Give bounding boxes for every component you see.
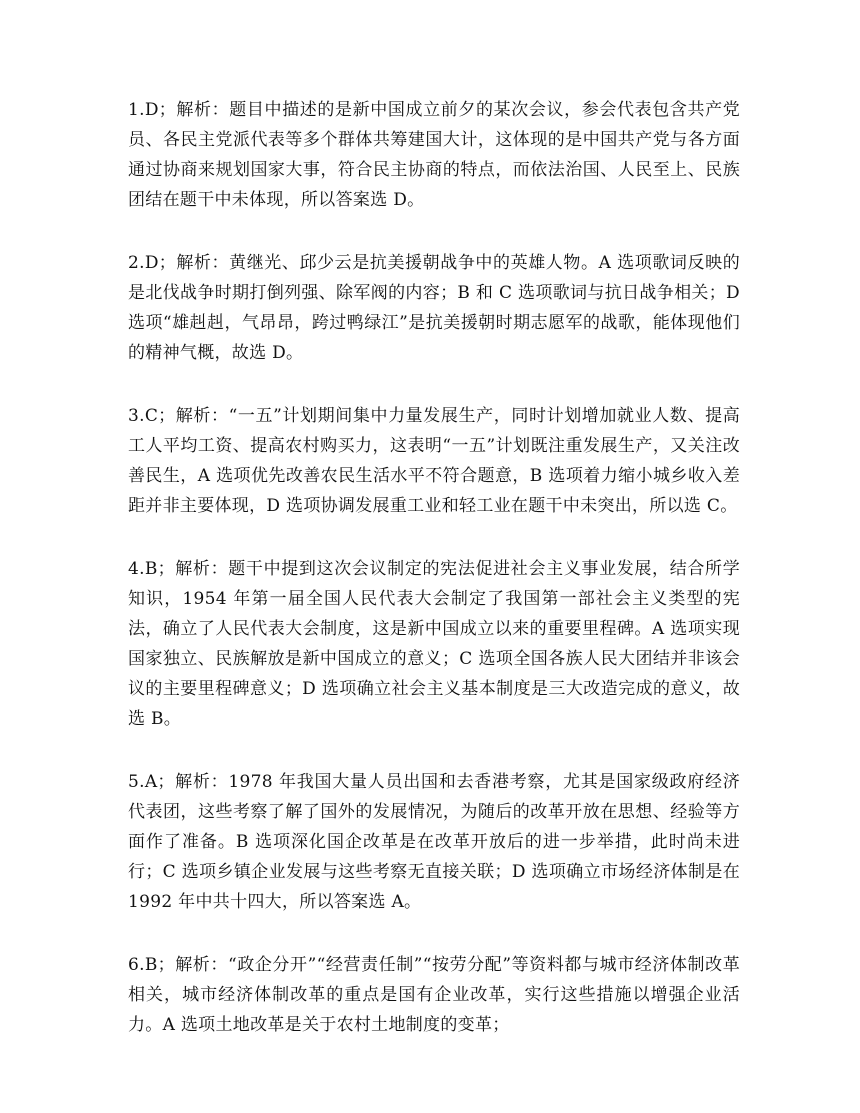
answer-item-2 [128,248,740,368]
answer-item-3 [128,401,740,521]
answer-number: 3.C；解析： [128,406,229,426]
answer-explanation: “一五”计划期间集中力量发展生产，同时计划增加就业人数、提高工人平均工资、提高农村购买力，这表明“一五”计划既注重发展生产，又关注改善民生，A 选项优先改善农民生活水平不符合题意，B 选项着力缩小城乡收入差距并非主要体现，D 选项协调发展重工业和轻工业在题干中未突出，所以选 C。 [128,406,740,516]
answer-explanation: 题目中描述的是新中国成立前夕的某次会议，参会代表包含共产党员、各民主党派代表等多个群体共筹建国大计，这体现的是中国共产党与各方面通过协商来规划国家大事，符合民主协商的特点，而依法治国、人民至上、民族团结在题干中未体现，所以答案选 D。 [128,100,740,210]
answer-explanation: 黄继光、邱少云是抗美援朝战争中的英雄人物。A 选项歌词反映的是北伐战争时期打倒列强、除军阀的内容；B 和 C 选项歌词与抗日战争相关；D 选项“雄赳赳，气昂昂，跨过鸭绿江”是抗美援朝时期志愿军的战歌，能体现他们的精神气概，故选 D。 [128,253,740,363]
answer-number: 2.D；解析： [128,253,230,273]
answer-explanation: 1978 年我国大量人员出国和去香港考察，尤其是国家级政府经济代表团，这些考察了解了国外的发展情况，为随后的改革开放在思想、经验等方面作了准备。B 选项深化国企改革是在改革开放后的进一步举措，此时尚未进行；C 选项乡镇企业发展与这些考察无直接关联；D 选项确立市场经济体制是在 1992 年中共十四大，所以答案选 A。 [128,772,740,912]
answer-number: 5.A；解析： [128,772,229,792]
answer-item-5 [128,767,740,917]
answer-list [128,95,740,1073]
answer-item-4 [128,554,740,734]
answer-number: 1.D；解析： [128,100,230,120]
answer-item-6 [128,950,740,1040]
answer-number: 6.B；解析： [128,955,228,975]
answer-item-1 [128,95,740,215]
answer-number: 4.B；解析： [128,559,229,579]
answer-explanation: 题干中提到这次会议制定的宪法促进社会主义事业发展，结合所学知识，1954 年第一届全国人民代表大会制定了我国第一部社会主义类型的宪法，确立了人民代表大会制度，这是新中国成立以来的重要里程碑。A 选项实现国家独立、民族解放是新中国成立的意义；C 选项全国各族人民大团结并非该会议的主要里程碑意义；D 选项确立社会主义基本制度是三大改造完成的意义，故选 B。 [128,559,740,729]
answer-explanation: “政企分开”“经营责任制”“按劳分配”等资料都与城市经济体制改革相关，城市经济体制改革的重点是国有企业改革，实行这些措施以增强企业活力。A 选项土地改革是关于农村土地制度的变革； [128,955,741,1035]
